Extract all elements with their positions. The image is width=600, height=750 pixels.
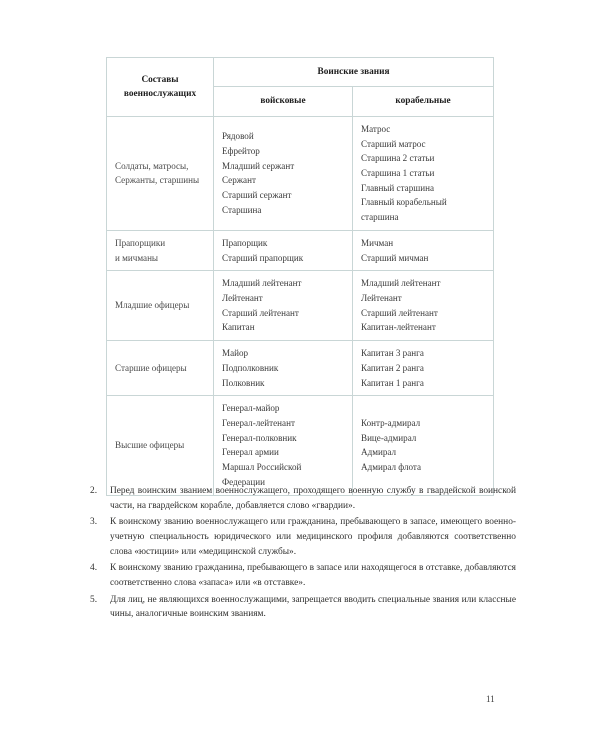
cell-army-ranks bbox=[214, 230, 353, 270]
table-body bbox=[107, 116, 494, 495]
rank-line: Федерации bbox=[222, 476, 265, 487]
rank-line: Майор bbox=[222, 348, 249, 359]
rank-line: Старший лейтенант bbox=[222, 307, 299, 318]
category-line: и мичманы bbox=[115, 252, 159, 263]
table-header-row-top bbox=[107, 58, 494, 87]
cell-army-ranks bbox=[214, 116, 353, 230]
clause-item bbox=[88, 515, 516, 560]
military-ranks-table bbox=[106, 57, 494, 496]
header-cell-group-title: Воинские звания bbox=[214, 58, 494, 87]
rank-line: Старший сержант bbox=[222, 190, 292, 201]
cell-navy-ranks bbox=[353, 341, 494, 396]
clause-text: К воинскому званию гражданина, пребывающего в запасе или находящегося в отставке, добавляются соответственно слова «запаса» или «в отставке». bbox=[110, 563, 516, 589]
clause-number: 4. bbox=[90, 563, 98, 574]
rank-line: Полковник bbox=[222, 377, 265, 388]
rank-line: Младший лейтенант bbox=[222, 278, 302, 289]
cell-category bbox=[107, 271, 214, 341]
rank-line: Контр-адмирал bbox=[361, 418, 421, 429]
header-categories-line1: Составы bbox=[141, 74, 179, 85]
rank-line: Сержант bbox=[222, 175, 256, 186]
rank-line: Капитан 1 ранга bbox=[361, 377, 424, 388]
rank-line: Генерал-полковник bbox=[222, 432, 297, 443]
category-line: Высшие офицеры bbox=[115, 440, 185, 451]
rank-line: Главный старшина bbox=[361, 182, 435, 193]
clause-text: Для лиц, не являющихся военнослужащими, запрещается вводить специальные звания или классные чины, аналогичные воинским званиям. bbox=[110, 594, 516, 620]
cell-category bbox=[107, 116, 214, 230]
rank-line: Маршал Российской bbox=[222, 462, 302, 473]
rank-line: Лейтенант bbox=[222, 293, 263, 303]
rank-line: Рядовой bbox=[222, 131, 254, 142]
cell-category bbox=[107, 396, 214, 495]
category-line: Сержанты, старшины bbox=[115, 175, 200, 186]
rank-line: старшина bbox=[361, 212, 399, 223]
numbered-clauses-list bbox=[88, 484, 516, 624]
rank-line: Капитан 3 ранга bbox=[361, 348, 424, 359]
cell-navy-ranks bbox=[353, 271, 494, 341]
table-row bbox=[107, 271, 494, 341]
rank-line: Мичман bbox=[361, 237, 394, 248]
rank-line: Капитан 2 ранга bbox=[361, 362, 424, 373]
header-categories-line2: военнослужащих bbox=[123, 88, 197, 99]
table-header bbox=[107, 58, 494, 117]
cell-navy-ranks bbox=[353, 396, 494, 495]
cell-category bbox=[107, 230, 214, 270]
category-line: Солдаты, матросы, bbox=[115, 160, 189, 171]
rank-line: Вице-адмирал bbox=[361, 432, 417, 443]
cell-army-ranks bbox=[214, 271, 353, 341]
rank-line: Генерал-майор bbox=[222, 403, 280, 414]
rank-line: Генерал армии bbox=[222, 447, 279, 458]
clause-number: 5. bbox=[90, 594, 98, 605]
rank-line: Генерал-лейтенант bbox=[222, 418, 295, 429]
table-row bbox=[107, 230, 494, 270]
category-line: Старшие офицеры bbox=[115, 362, 187, 373]
clause-text: К воинскому званию военнослужащего или гражданина, пребывающего в запасе, имеющего военно-учетную специальность юридического или медицинского профиля добавляются соответственно слова «юстиции» или «медицинской службы». bbox=[110, 517, 516, 557]
rank-line: Подполковник bbox=[222, 362, 279, 373]
cell-army-ranks bbox=[214, 341, 353, 396]
header-cell-categories bbox=[107, 58, 214, 117]
rank-line: Капитан-лейтенант bbox=[361, 322, 436, 333]
cell-category bbox=[107, 341, 214, 396]
rank-line: Капитан bbox=[222, 322, 255, 333]
rank-line: Адмирал bbox=[361, 447, 397, 458]
table-row bbox=[107, 396, 494, 495]
rank-line: Старший прапорщик bbox=[222, 252, 304, 263]
rank-line: Младший лейтенант bbox=[361, 278, 441, 289]
cell-navy-ranks bbox=[353, 116, 494, 230]
rank-line: Младший сержант bbox=[222, 160, 295, 171]
rank-line: Главный корабельный bbox=[361, 197, 447, 208]
clause-number: 2. bbox=[90, 486, 98, 496]
rank-line: Старший матрос bbox=[361, 138, 426, 149]
rank-line: Старшина 2 статьи bbox=[361, 153, 435, 164]
table-row bbox=[107, 116, 494, 230]
page-number: 11 bbox=[486, 694, 495, 704]
clause-item bbox=[88, 561, 516, 591]
cell-army-ranks bbox=[214, 396, 353, 495]
header-cell-army: войсковые bbox=[214, 87, 353, 116]
clause-number: 3. bbox=[90, 517, 98, 528]
cell-navy-ranks bbox=[353, 230, 494, 270]
rank-line: Лейтенант bbox=[361, 293, 402, 303]
rank-line: Старший лейтенант bbox=[361, 307, 438, 318]
rank-line: Ефрейтор bbox=[222, 145, 260, 156]
category-line: Младшие офицеры bbox=[115, 300, 190, 311]
category-line: Прапорщики bbox=[115, 238, 166, 249]
rank-line: Адмирал флота bbox=[361, 462, 422, 473]
rank-line: Матрос bbox=[361, 123, 391, 134]
table-row bbox=[107, 341, 494, 396]
rank-line: Старшина bbox=[222, 204, 262, 215]
rank-line: Старшина 1 статьи bbox=[361, 167, 435, 178]
clause-item bbox=[88, 484, 516, 514]
header-cell-navy: корабельные bbox=[353, 87, 494, 116]
clause-item bbox=[88, 593, 516, 623]
rank-line: Старший мичман bbox=[361, 252, 429, 263]
military-ranks-table-container bbox=[106, 57, 493, 496]
rank-line: Прапорщик bbox=[222, 237, 268, 248]
clause-text: Перед воинским званием военнослужащего, проходящего военную службу в гвардейской воинской части, на гвардейском корабле, добавляется слово «гвардии». bbox=[110, 486, 516, 511]
